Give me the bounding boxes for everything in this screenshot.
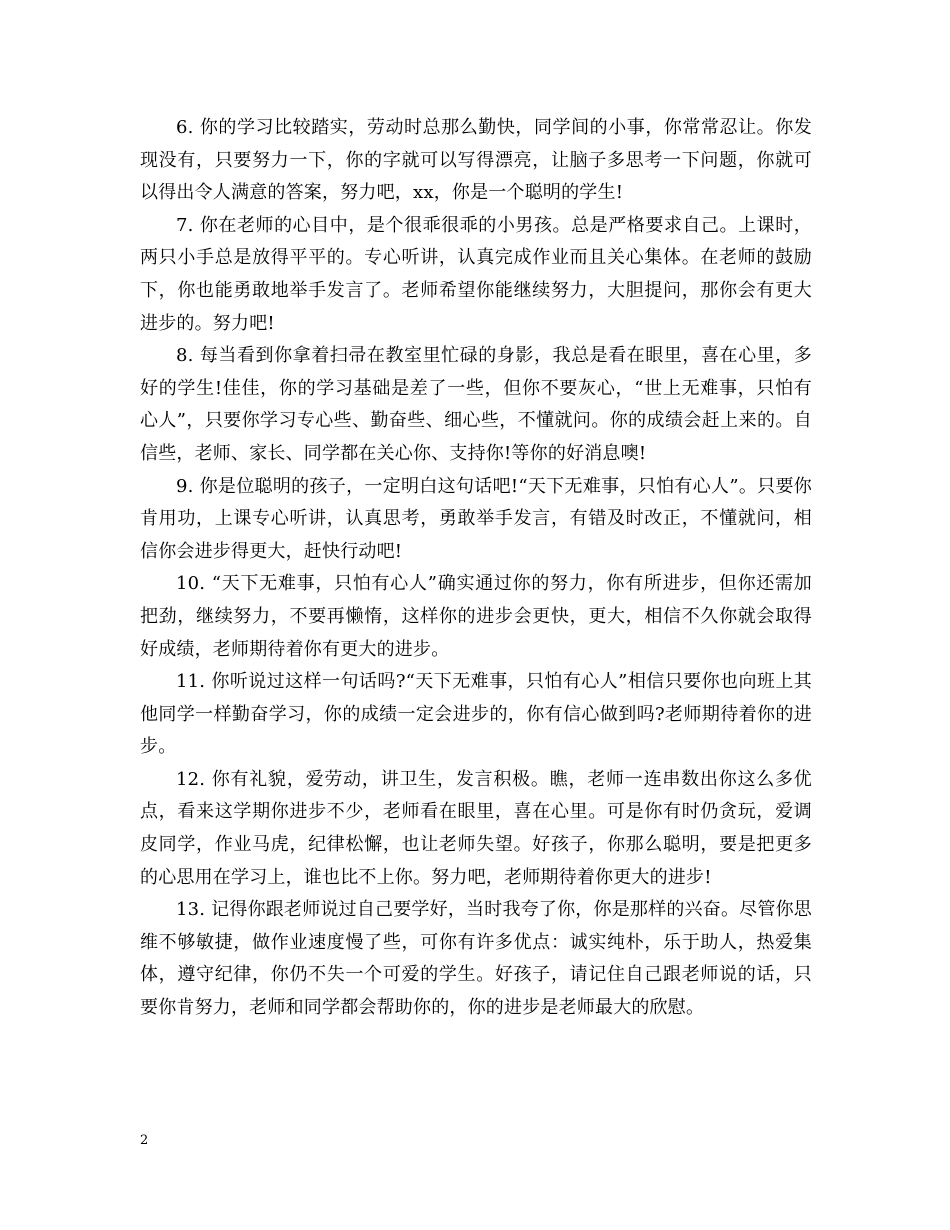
comment-paragraph-9: 9. 你是位聪明的孩子，一定明白这句话吧!“天下无难事，只怕有心人”。只要你肯用功，上课专心听讲，认真思考，勇敢举手发言，有错及时改正，不懂就问，相信你会进步得更大，赶快行动吧!	[140, 475, 812, 562]
comment-paragraph-11: 11. 你听说过这样一句话吗?“天下无难事，只怕有心人”相信只要你也向班上其他同学一样勤奋学习，你的成绩一定会进步的，你有信心做到吗?老师期待着你的进步。	[140, 671, 812, 758]
document-body	[140, 112, 812, 1025]
comment-paragraph-10: 10. “天下无难事，只怕有心人”确实通过你的努力，你有所进步，但你还需加把劲，继续努力，不要再懒惰，这样你的进步会更快，更大，相信不久你就会取得好成绩，老师期待着你有更大的进步。	[140, 573, 812, 660]
comment-paragraph-7: 7. 你在老师的心目中，是个很乖很乖的小男孩。总是严格要求自己。上课时，两只小手总是放得平平的。专心听讲，认真完成作业而且关心集体。在老师的鼓励下，你也能勇敢地举手发言了。老师希望你能继续努力，大胆提问，那你会有更大进步的。努力吧!	[140, 214, 812, 334]
page-number: 2	[140, 1133, 149, 1148]
comment-paragraph-13: 13. 记得你跟老师说过自己要学好，当时我夸了你，你是那样的兴奋。尽管你思维不够敏捷，做作业速度慢了些，可你有许多优点：诚实纯朴，乐于助人，热爱集体，遵守纪律，你仍不失一个可爱的学生。好孩子，请记住自己跟老师说的话，只要你肯努力，老师和同学都会帮助你的，你的进步是老师最大的欣慰。	[140, 899, 812, 1019]
comment-paragraph-12: 12. 你有礼貌，爱劳动，讲卫生，发言积极。瞧，老师一连串数出你这么多优点，看来这学期你进步不少，老师看在眼里，喜在心里。可是你有时仍贪玩，爱调皮同学，作业马虎，纪律松懈，也让老师失望。好孩子，你那么聪明，要是把更多的心思用在学习上，谁也比不上你。努力吧，老师期待着你更大的进步!	[140, 768, 812, 888]
comment-paragraph-8: 8. 每当看到你拿着扫帚在教室里忙碌的身影，我总是看在眼里，喜在心里，多好的学生!佳佳，你的学习基础是差了一些，但你不要灰心，“世上无难事，只怕有心人”，只要你学习专心些、勤奋些、细心些，不懂就问。你的成绩会赶上来的。自信些，老师、家长、同学都在关心你、支持你!等你的好消息噢!	[140, 345, 812, 464]
comment-paragraph-6: 6. 你的学习比较踏实，劳动时总那么勤快，同学间的小事，你常常忍让。你发现没有，只要努力一下，你的字就可以写得漂亮，让脑子多思考一下问题，你就可以得出令人满意的答案，努力吧，xx，你是一个聪明的学生!	[140, 117, 812, 204]
